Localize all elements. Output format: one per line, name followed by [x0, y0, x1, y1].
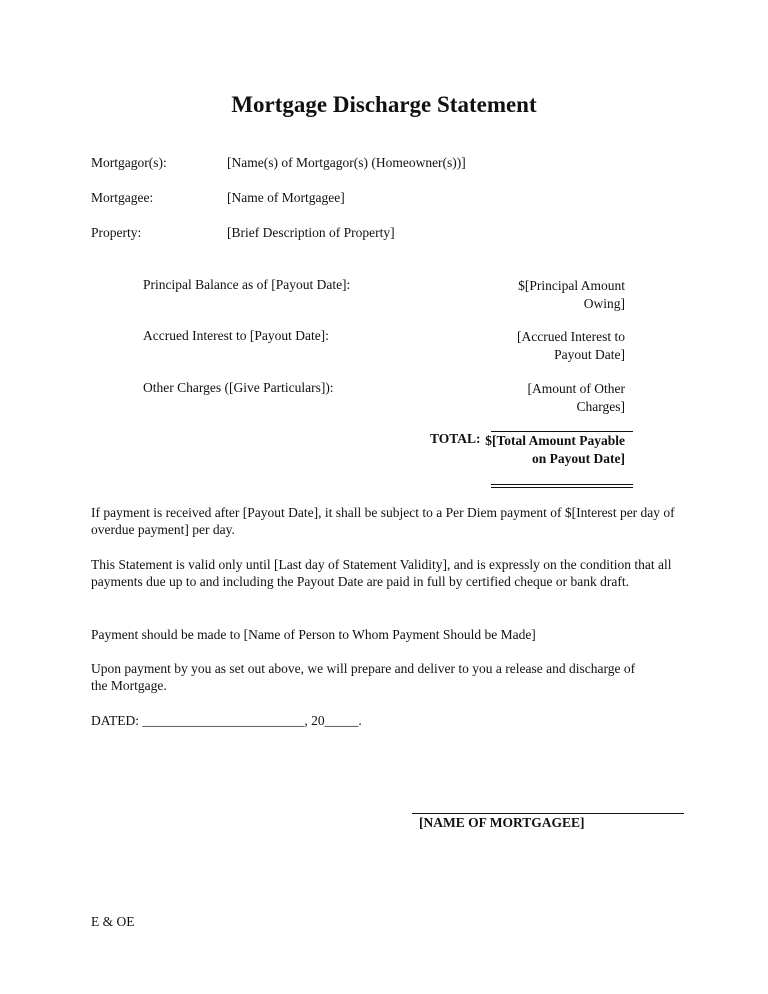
mortgagee-signature-name: [NAME OF MORTGAGEE]	[419, 815, 585, 830]
payment-to-paragraph: Payment should be made to [Name of Person to Whom Payment Should be Made]	[91, 627, 536, 642]
validity-paragraph: This Statement is valid only until [Last day of Statement Validity], and is expressly on the condition that all payments due up to and including the Payout Date are paid in full by certified cheque or bank draft.	[91, 557, 672, 589]
mortgagee-label: Mortgagee:	[91, 190, 154, 205]
accrued-interest-label: Accrued Interest to [Payout Date]:	[143, 328, 329, 343]
accrued-interest-value: [Accrued Interest to Payout Date]	[517, 329, 625, 362]
document-title: Mortgage Discharge Statement	[231, 92, 537, 117]
mortgagor-label: Mortgagor(s):	[91, 155, 167, 170]
mortgagor-value: [Name(s) of Mortgagor(s) (Homeowner(s))]	[227, 155, 466, 170]
per-diem-paragraph: If payment is received after [Payout Date], it shall be subject to a Per Diem payment of $[Interest per day of overdue payment] per day.	[91, 505, 675, 537]
mortgagee-value: [Name of Mortgagee]	[227, 190, 345, 205]
other-charges-value: [Amount of Other Charges]	[527, 381, 625, 414]
total-double-rule	[491, 484, 633, 488]
release-paragraph: Upon payment by you as set out above, we will prepare and deliver to you a release and discharge of the Mortgage.	[91, 661, 636, 693]
property-value: [Brief Description of Property]	[227, 225, 395, 240]
total-label: TOTAL:	[430, 431, 481, 446]
property-label: Property:	[91, 225, 142, 240]
principal-balance-value: $[Principal Amount Owing]	[518, 278, 625, 311]
signature-line	[412, 813, 684, 814]
total-value: $[Total Amount Payable on Payout Date]	[485, 433, 625, 466]
other-charges-label: Other Charges ([Give Particulars]):	[143, 380, 334, 395]
dated-line: DATED: ________________________, 20_____.	[91, 713, 362, 728]
principal-balance-label: Principal Balance as of [Payout Date]:	[143, 277, 351, 292]
errors-omissions-footer: E & OE	[91, 914, 135, 929]
